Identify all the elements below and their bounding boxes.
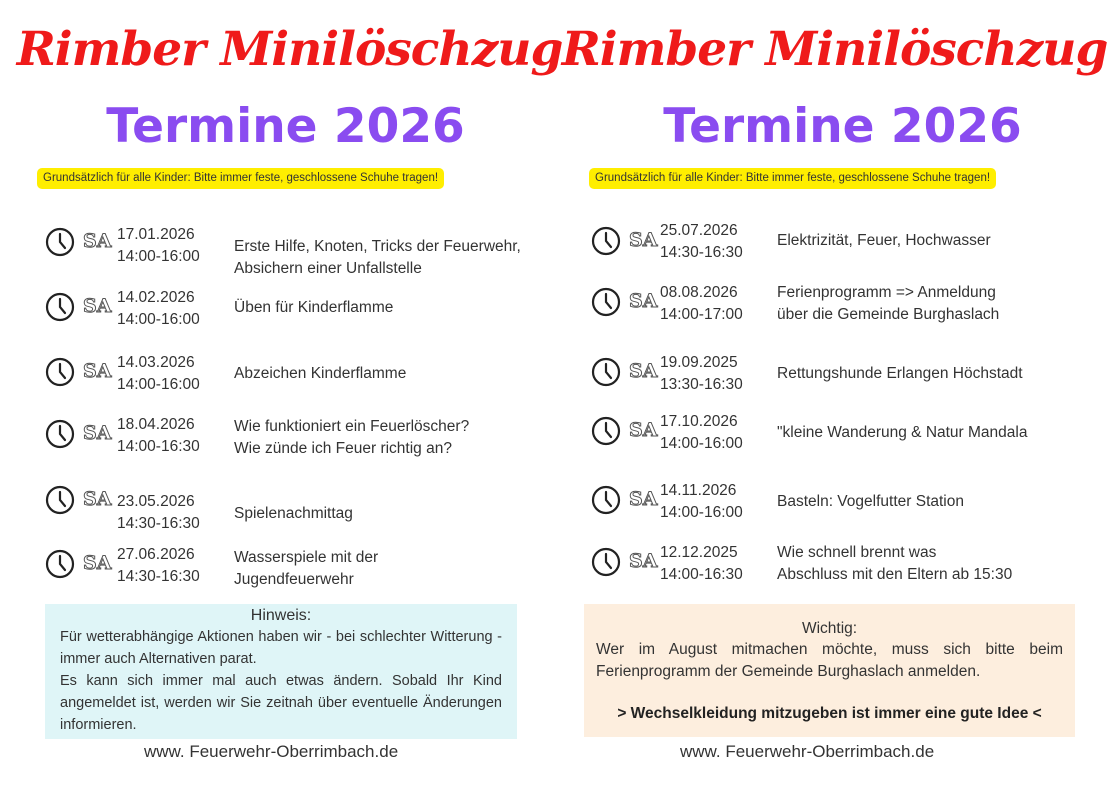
event-desc: Abzeichen Kinderflamme [234, 365, 407, 382]
right-flyer [555, 0, 1110, 785]
event-item [45, 544, 545, 594]
day-label: SA [629, 290, 658, 312]
hint-text-changes: Es kann sich immer mal auch etwas ändern. Sobald Ihr Kind angemeldet ist, werden wir Sie zeitnah über eventuelle Änderungen informieren. [60, 673, 502, 733]
event-desc: Elektrizität, Feuer, Hochwasser [777, 232, 991, 249]
event-time: 14:00-17:00 [660, 306, 743, 323]
event-date: 18.04.2026 [117, 416, 195, 433]
website-link[interactable]: www. Feuerwehr-Oberrimbach.de [144, 742, 399, 761]
event-item [45, 414, 545, 464]
event-date: 25.07.2026 [660, 222, 738, 239]
event-time: 14:00-16:00 [660, 504, 743, 521]
day-label: SA [629, 360, 658, 382]
flyer-title: Rimber Minilöschzug [16, 22, 563, 77]
event-time: 14:00-16:00 [117, 311, 200, 328]
event-item [591, 480, 1101, 530]
event-desc: Wie schnell brennt was [777, 544, 937, 561]
clock-icon [591, 287, 621, 317]
clock-icon [591, 357, 621, 387]
event-desc: Erste Hilfe, Knoten, Tricks der Feuerwehr, [234, 238, 521, 255]
event-desc: Wie funktioniert ein Feuerlöscher? [234, 418, 470, 435]
event-desc-2: über die Gemeinde Burghaslach [777, 306, 1000, 323]
event-item [591, 220, 1101, 270]
clock-icon [45, 357, 75, 387]
event-time: 14:30-16:30 [117, 568, 200, 585]
event-date: 17.10.2026 [660, 413, 738, 430]
day-label: SA [629, 229, 658, 251]
clock-icon [591, 226, 621, 256]
event-desc-2: Abschluss mit den Eltern ab 15:30 [777, 566, 1013, 583]
event-item [45, 488, 545, 538]
event-time: 14:00-16:30 [117, 438, 200, 455]
event-desc: Rettungshunde Erlangen Höchstadt [777, 365, 1023, 382]
event-time: 14:00-16:00 [660, 435, 743, 452]
event-date: 14.03.2026 [117, 354, 195, 371]
event-desc: "kleine Wanderung & Natur Mandala [777, 424, 1028, 441]
clock-icon [591, 485, 621, 515]
day-label: SA [83, 488, 112, 510]
day-label: SA [83, 295, 112, 317]
event-item [591, 411, 1101, 461]
event-desc-2: Jugendfeuerwehr [234, 571, 354, 588]
event-date: 27.06.2026 [117, 546, 195, 563]
event-time: 13:30-16:30 [660, 376, 743, 393]
flyer-subtitle: Termine 2026 [663, 99, 1022, 154]
event-desc: Basteln: Vogelfutter Station [777, 493, 964, 510]
event-time: 14:00-16:00 [117, 248, 200, 265]
flyer-title: Rimber Minilöschzug [561, 22, 1108, 77]
event-time: 14:30-16:30 [660, 244, 743, 261]
event-desc-2: Wie zünde ich Feuer richtig an? [234, 440, 452, 457]
event-item [591, 352, 1101, 402]
hint-box [45, 604, 517, 739]
event-desc: Ferienprogramm => Anmeldung [777, 284, 996, 301]
flyer-subtitle: Termine 2026 [106, 99, 465, 154]
day-label: SA [83, 230, 112, 252]
event-date: 14.02.2026 [117, 289, 195, 306]
event-date: 19.09.2025 [660, 354, 738, 371]
shoe-note: Grundsätzlich für alle Kinder: Bitte immer feste, geschlossene Schuhe tragen! [37, 168, 444, 189]
event-item [591, 542, 1101, 592]
event-date: 14.11.2026 [660, 482, 737, 499]
event-date: 08.08.2026 [660, 284, 738, 301]
clock-icon [45, 549, 75, 579]
event-date: 12.12.2025 [660, 544, 738, 561]
event-date: 17.01.2026 [117, 226, 195, 243]
day-label: SA [629, 488, 658, 510]
website-link[interactable]: www. Feuerwehr-Oberrimbach.de [680, 742, 935, 761]
event-date: 23.05.2026 [117, 493, 195, 510]
important-bold-text: > Wechselkleidung mitzugeben ist immer eine gute Idee < [617, 705, 1042, 722]
day-label: SA [83, 422, 112, 444]
clock-icon [591, 416, 621, 446]
event-desc: Wasserspiele mit der [234, 549, 379, 566]
hint-text-weather: Für wetterabhängige Aktionen haben wir - bei schlechter Witterung - immer auch Alternativen parat. [60, 629, 502, 667]
event-desc-2: Absichern einer Unfallstelle [234, 260, 422, 277]
event-item [591, 282, 1101, 332]
event-time: 14:00-16:30 [660, 566, 743, 583]
clock-icon [45, 227, 75, 257]
day-label: SA [629, 419, 658, 441]
important-text: Wer im August mitmachen möchte, muss sich bitte beim Ferienprogramm der Gemeinde Burghaslach anmelden. [596, 641, 1063, 680]
hint-heading: Hinweis: [250, 607, 312, 624]
shoe-note: Grundsätzlich für alle Kinder: Bitte immer feste, geschlossene Schuhe tragen! [589, 168, 996, 189]
day-label: SA [629, 550, 658, 572]
day-label: SA [83, 360, 112, 382]
clock-icon [591, 547, 621, 577]
event-item [45, 224, 545, 277]
important-box [584, 604, 1075, 737]
important-heading: Wichtig: [801, 620, 858, 637]
clock-icon [45, 485, 75, 515]
clock-icon [45, 292, 75, 322]
event-time: 14:30-16:30 [117, 515, 200, 532]
event-time: 14:00-16:00 [117, 376, 200, 393]
event-desc: Üben für Kinderflamme [234, 299, 394, 316]
clock-icon [45, 419, 75, 449]
day-label: SA [83, 552, 112, 574]
event-desc: Spielenachmittag [234, 505, 353, 522]
event-item [45, 287, 545, 337]
event-item [45, 352, 545, 402]
